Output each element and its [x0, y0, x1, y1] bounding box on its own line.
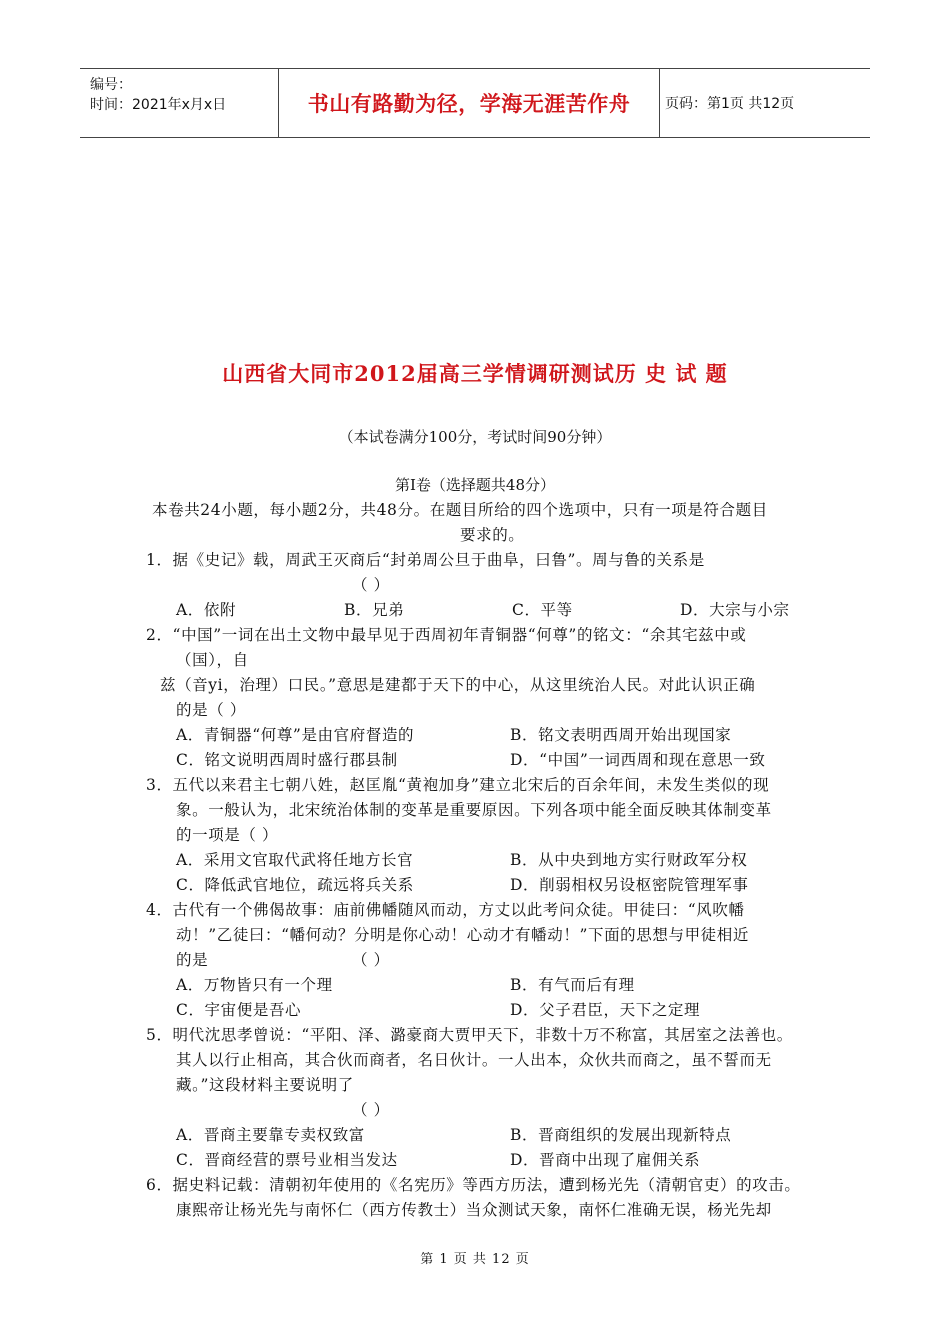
exam-info: （本试卷满分100分，考试时间90分钟）: [338, 428, 612, 446]
number-label: 编号：: [90, 77, 132, 93]
option[interactable]: B．铭文表明西周开始出现国家: [510, 726, 732, 744]
text-line: 的是（ ）: [176, 701, 246, 719]
text-line: 的一项是（ ）: [176, 826, 279, 844]
option[interactable]: C．铭文说明西周时盛行郡县制: [176, 751, 398, 769]
page-header: [80, 68, 870, 138]
option[interactable]: A．万物皆只有一个理: [176, 976, 333, 994]
option[interactable]: C．晋商经营的票号业相当发达: [176, 1151, 398, 1169]
option[interactable]: A．晋商主要靠专卖权致富: [176, 1126, 365, 1144]
option[interactable]: C．降低武官地位，疏远将兵关系: [176, 876, 414, 894]
header-page-info: 页码：第1页 共12页: [665, 96, 795, 112]
option[interactable]: A．青铜器“何尊”是由官府督造的: [176, 726, 415, 744]
answer-blank: （ ）: [352, 951, 390, 969]
question-stem: 5．明代沈思孝曾说：“平阳、泽、潞豪商大贾甲天下，非数十万不称富，其居室之法善也。: [146, 1026, 793, 1044]
option[interactable]: D．削弱相权另设枢密院管理军事: [510, 876, 749, 894]
question-stem: 1．据《史记》载，周武王灭商后“封弟周公旦于曲阜，曰鲁”。周与鲁的关系是: [146, 551, 705, 569]
option[interactable]: D．晋商中出现了雇佣关系: [510, 1151, 701, 1169]
document-title: 山西省大同市2012届高三学情调研测试历 史 试 题: [222, 361, 728, 386]
option[interactable]: B．兄弟: [344, 601, 405, 619]
option[interactable]: B．晋商组织的发展出现新特点: [510, 1126, 732, 1144]
text-line: 兹（音yi，治理）口民。”意思是建都于天下的中心，从这里统治人民。对此认识正确: [160, 676, 756, 694]
header-motto: 书山有路勤为径，学海无涯苦作舟: [278, 69, 660, 137]
section-title: 第Ⅰ卷（选择题共48分）: [394, 476, 555, 494]
option[interactable]: D．“中国”一词西周和现在意思一致: [510, 751, 766, 769]
question-stem: 2．“中国”一词在出土文物中最早见于西周初年青铜器“何尊”的铭文：“余其宅兹中或: [146, 626, 747, 644]
text-line: 其人以行止相高，其合伙而商者，名日伙计。一人出本，众伙共而商之，虽不誓而无: [176, 1051, 772, 1069]
question-stem: 4．古代有一个佛偈故事：庙前佛幡随风而动，方丈以此考问众徒。甲徒曰：“风吹幡: [146, 901, 745, 919]
question-stem: 3．五代以来君主七朝八姓，赵匡胤“黄袍加身”建立北宋后的百余年间，未发生类似的现: [146, 776, 770, 794]
option[interactable]: C．宇宙便是吾心: [176, 1001, 302, 1019]
answer-blank: （ ）: [352, 576, 390, 594]
text-line: 象。一般认为，北宋统治体制的变革是重要原因。下列各项中能全面反映其体制变革: [176, 801, 772, 819]
text-line: 藏。”这段材料主要说明了: [176, 1076, 354, 1094]
question-stem: 6．据史料记载：清朝初年使用的《名宪历》等西方历法，遭到杨光先（清朝官吏）的攻击。: [146, 1176, 801, 1194]
time-label: 时间：2021年x月x日: [90, 97, 227, 113]
option[interactable]: C．平等: [512, 601, 573, 619]
text-line: 动！”乙徒曰：“幡何动？分明是你心动！心动才有幡动！”下面的思想与甲徒相近: [176, 926, 749, 944]
text-line: 的是: [176, 951, 209, 969]
answer-blank: （ ）: [352, 1101, 390, 1119]
page-footer: 第 1 页 共 12 页: [420, 1252, 530, 1267]
option[interactable]: A．依附: [176, 601, 237, 619]
text-line: 要求的。: [460, 526, 525, 544]
option[interactable]: D．大宗与小宗: [680, 601, 790, 619]
option[interactable]: D．父子君臣，天下之定理: [510, 1001, 701, 1019]
text-line: 康熙帝让杨光先与南怀仁（西方传教士）当众测试天象，南怀仁准确无误，杨光先却: [176, 1201, 772, 1219]
text-line: 本卷共24小题，每小题2分，共48分。在题目所给的四个选项中，只有一项是符合题目: [152, 501, 768, 519]
option[interactable]: B．有气而后有理: [510, 976, 635, 994]
header-meta: [90, 75, 226, 115]
option[interactable]: A．采用文官取代武将任地方长官: [176, 851, 414, 869]
text-line: （国），自: [176, 651, 249, 669]
option[interactable]: B．从中央到地方实行财政军分权: [510, 851, 748, 869]
